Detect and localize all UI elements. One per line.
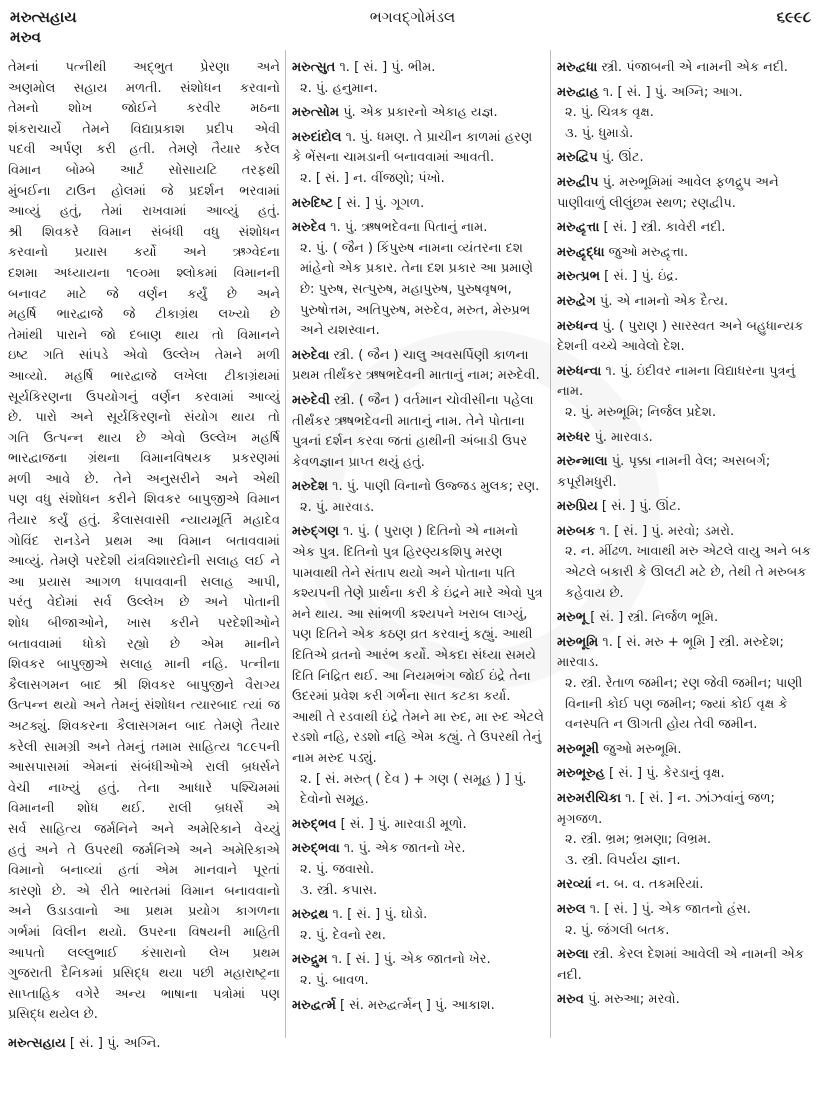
paragraph-line: શ્રી શિવકરે વિમાન સંબંધી વધુ સંશોધન [8, 224, 280, 240]
entry-main [557, 875, 815, 896]
paragraph-line: આસપાસમાં એમનાં સંબંધીઓએ રાલી બ્રધર્સને [8, 760, 280, 776]
sub-sense: ૨. [ સં. ] ન. વીંજણો; પંખો. [300, 170, 445, 186]
sub-sense: ૨. સ્ત્રી. ભ્રમ; ભ્રમણા; વિભ્રમ. [565, 832, 712, 848]
entry-main [557, 633, 815, 674]
dictionary-entry [292, 391, 544, 473]
headword: મરુદ્વધા [557, 60, 598, 75]
dictionary-entry [557, 362, 815, 424]
headword: મરુદ્વર્ત્મ [292, 997, 336, 1013]
definition: [ સં. ] પું. મારવાડી મૂળો. [340, 816, 467, 832]
dictionary-entry [557, 875, 815, 896]
entry-main [557, 58, 815, 79]
sub-sense: ૨. પું. જંગલી બતક. [565, 922, 670, 938]
dictionary-entry [557, 267, 815, 288]
dictionary-entry [557, 633, 815, 736]
entry-main [557, 428, 815, 449]
paragraph-line: ભારદ્વાજના ગ્રંથના વિમાનવિષયક પ્રકરણમાં [8, 451, 280, 467]
dictionary-entry [292, 815, 544, 836]
headword: મરુભૂરુહ [557, 766, 605, 782]
headword: મરુભૂમી [557, 741, 600, 757]
guide-word-first: મરુત્સહાય [10, 8, 77, 26]
headword: મરુધર [557, 429, 591, 445]
entry-main [292, 905, 544, 926]
paragraph-line: મુંબઈના ટાઉન હોલમાં જે પ્રદર્શન ભરવામાં [8, 183, 280, 199]
headword: મરુમરીચિકા [557, 791, 622, 806]
paragraph-line: અણમોલ સહાય મળતી. સંશોધન કરવાનો [8, 80, 280, 96]
dictionary-entry [557, 428, 815, 449]
definition: ૧. [ સં. ] પું. અગ્નિ; આગ. [602, 84, 743, 100]
headword: મરવ્યાં [557, 877, 592, 893]
headword: મરુભૂમિ [557, 634, 599, 650]
dictionary-entry [557, 317, 815, 358]
entry-main [557, 945, 815, 986]
paragraph-line: શિવકર બાપુજીએ સલાહ માની નહિ. પત્નીના [8, 657, 280, 673]
dictionary-entry [292, 905, 544, 946]
entry-main [8, 1034, 280, 1055]
definition: પું. ( પુરાણ ) સારસ્વત અને બહુધાન્યક દેશની વચ્ચે આવેલો દેશ. [557, 318, 804, 355]
paragraph-line: દશમા અધ્યાયના ૧૯૦મા શ્લોકમાં વિમાનની [8, 265, 280, 281]
headword: મરુત્પ્રભ [557, 269, 600, 285]
sub-sense: ૨. પું. મારવાડ. [300, 499, 375, 515]
sub-sense: ૩. પું. ધુમાડો. [565, 125, 634, 141]
paragraph-line: શંકરાચાર્યે તેમને વિદ્યાપ્રકાશ પ્રદીપ એવી [8, 121, 280, 137]
definition: ૧. [ સં. ] પું. એક જાતનો ખેર. [331, 952, 491, 968]
sub-sense: ૨. પું. મરુભૂમિ; નિર્જલ પ્રદેશ. [565, 404, 717, 420]
dictionary-entry [292, 346, 544, 387]
headword: મરુદ્વીપ [557, 174, 599, 190]
paragraph-line: ગુજરાતી દૈનિકમાં પ્રસિદ્ધ થયા પછી મહારાષ્ટ્રના [8, 966, 280, 982]
headword: મરુદ્રથ [292, 907, 329, 923]
entry-main [557, 990, 815, 1011]
entry-main [557, 317, 815, 358]
paragraph-line: આવ્યું. તેમણે પરદેશી યંત્રવિશારદોની સલાહ લઈ ને [8, 554, 280, 570]
paragraph-line: આવ્યું હતું, તેમાં રાખવામાં આવ્યું હતું. [8, 204, 280, 220]
dictionary-entry [292, 477, 544, 518]
definition: ૧. પું. પાણી વિનાનો ઉજ્જડ મુલક; રણ. [332, 479, 540, 495]
definition: [ સં. ] પું. કેરડાનું વૃક્ષ. [609, 766, 725, 782]
entry-main [557, 497, 815, 518]
dictionary-entry [557, 292, 815, 313]
definition: ૧. પું. એક જાતનો ખેર. [343, 841, 466, 857]
paragraph-line: વિમાન બોમ્બે આર્ટ સોસાયટિ તરફથી [8, 162, 280, 178]
entry-main [557, 267, 815, 288]
headword: મરુદ્વાહ [557, 84, 599, 100]
definition: [ સં. મરુદ્વર્ત્મન્ ] પું. આકાશ. [340, 997, 495, 1013]
definition: [ સં. ] પું. ઇંદ્ર. [604, 269, 679, 285]
headword: મરુદ્વૃત્તા [557, 220, 600, 236]
definition: ૧. પું. ( પુરાણ ) દિતિનો એ નામનો એક પુત્ર. દિતિનો પુત્ર હિરણ્યકશિપુ મરણ પામવાથી તેને સંતાપ થયો અને પોતાના પતિ કશ્યપની તેણે પ્રાર્થના કરી કે ઇંદ્રને મારે એવો પુત્ર મને થાય. આ સાંભળી કશ્યપને ખરાબ લાગ્યું, પણ દિતિને એક કઠણ વ્રત કરવાનું કહ્યું. આથી દિતિએ વ્રતનો આરંભ કર્યો. એકદા સંધ્યા સમયે દિતિ નિદ્રિત થઈ. આ નિયમભંગ જોઈ ઇંદ્રે તેના ઉદરમાં પ્રવેશ કરી ગર્ભના સાત કટકા કર્યા. આથી તે રડવાથી ઇંદ્રે તેમને મા રુદ, મા રુદ એટલે રડશો નહિ, રડશો નહિ એમ કહ્યું. તે ઉપરથી તેનું નામ મરુદ પડ્યું. [292, 524, 544, 766]
dictionary-entry [292, 103, 544, 124]
entry-main [292, 194, 544, 215]
entry-main [557, 764, 815, 785]
dictionary-entry [8, 1034, 280, 1055]
entry-main [557, 452, 815, 493]
entry-main [557, 362, 815, 403]
entry-main [292, 996, 544, 1017]
entry-main [292, 58, 544, 79]
paragraph-line: કરવાનો પ્રયાસ કર્યો અને ઋગ્વેદના [8, 245, 280, 261]
paragraph-line: વિમાનની શોધ થઈ. રાલી બ્રધર્સે એ [8, 801, 280, 817]
paragraph-line: સાપ્તાહિક વગેરે અન્ય ભાષાના પત્રોમાં પણ [8, 986, 280, 1002]
dictionary-entry [292, 996, 544, 1017]
column-3 [557, 58, 815, 1015]
headword: મરુલ [557, 901, 586, 917]
definition: જુઓ મરુભૂમિ. [603, 741, 682, 757]
definition: સ્ત્રી. ( જૈન ) વર્તમાન ચોવીસીના પહેલા તીર્થંકર ઋષભદેવની માતાનું નામ. તેને પોતાના પુત્રનાં દર્શન કરવા જતાં હાથીની અંબાડી ઉપર કેવળજ્ઞાન પ્રાપ્ત થયું હતું. [292, 392, 534, 470]
headword: મરુબક [557, 523, 596, 539]
paragraph-line: પ્રસિદ્ધ થયેલ છે. [8, 1007, 98, 1023]
paragraph-line: આવ્યો. મહર્ષિ ભારદ્વાજે લખેલા ટીકાગ્રંથમાં [8, 368, 280, 384]
dictionary-entry [292, 218, 544, 342]
paragraph-line: ગોવિંદ રાનડેને પ્રથમ આ વિમાન બતાવવામાં [8, 533, 280, 549]
sub-sense: ૨. પું. હનુમાન. [300, 80, 378, 96]
book-title: ભગવદ્ગોમંડલ [369, 8, 456, 26]
headword: મરુદ્વૃદ્ધા [557, 244, 605, 260]
entry-main [292, 391, 544, 473]
definition: ૧. પું. ઇંદીવર નામના વિદ્યાધરના પુત્રનું નામ. [557, 363, 796, 400]
dictionary-entry [292, 839, 544, 901]
dictionary-entry [292, 128, 544, 190]
definition: ૧. [ સં. ] પું. ઘોડો. [332, 907, 428, 923]
dictionary-entry [557, 990, 815, 1011]
sub-sense: ૨. પું. ચિત્રક વૃક્ષ. [565, 105, 654, 121]
headword: મરુત્સહાય [8, 1035, 66, 1051]
dictionary-entry [292, 194, 544, 215]
entry-main [557, 83, 815, 104]
dictionary-entry [292, 58, 544, 99]
definition: ન. બ. વ. તકમરિયાં. [595, 877, 704, 893]
paragraph-line: સર્વ સાહિત્ય જર્મનિને અને અમેરિકાને વેચ્યું [8, 821, 280, 837]
definition: [ સં. ] પું. ઊંટ. [601, 499, 681, 515]
dictionary-entry [557, 740, 815, 761]
page-number: ૬૯૯૮ [776, 8, 811, 26]
headword: મરુત્સોમ [292, 105, 340, 121]
definition: ૧. પું. ઋષભદેવના પિતાનું નામ. [330, 220, 488, 236]
paragraph-line: બતાવવામાં ધોકો રહ્યો છે એમ માનીને [8, 636, 280, 652]
headword: મરુપ્રિય [557, 499, 598, 515]
sub-sense: ૨. ન. મીંઢળ. ખાવાથી મરુ એટલે વાયુ અને બક એટલે બકારી કે ઊલટી મટે છે, તેથી તે મરુબક કહેવાય છે. [565, 544, 811, 601]
continued-paragraph [8, 58, 280, 1026]
definition: પું. એ નામનો એક દૈત્ય. [599, 293, 729, 309]
paragraph-line: કારણો છે. એ રીતે ભારતમાં વિમાન બનાવવાનો [8, 883, 280, 899]
entry-list [8, 1034, 280, 1055]
dictionary-entry [557, 452, 815, 493]
paragraph-line: તેમનો શોખ જોઈને કરવીર મઠના [8, 101, 280, 117]
headword: મરુદેવી [292, 392, 330, 408]
entry-main [292, 346, 544, 387]
definition: જુઓ મરુદ્વૃત્તા. [608, 244, 689, 260]
sub-sense: ૨. પું. જવાસો. [300, 861, 375, 877]
headword: મરુભૂ [557, 610, 587, 626]
paragraph-line: ઉત્પન્ન થયો અને તેમનું સંશોધન ત્યારબાદ ત્યાં જ [8, 698, 280, 714]
guide-word-last: મરુવ [10, 28, 41, 46]
entry-main [557, 292, 815, 313]
paragraph-line: મહર્ષિ ભારદ્વાજે જે ટીકાગ્રંથ લખ્યો છે [8, 307, 280, 323]
entry-main [292, 103, 544, 124]
entry-main [557, 148, 815, 169]
definition: પું. એક પ્રકારનો એકાહ યજ્ઞ. [343, 105, 498, 121]
entry-main [557, 173, 815, 214]
definition: પું. ઊંટ. [601, 150, 644, 166]
entry-main [292, 477, 544, 498]
entry-main [557, 789, 815, 830]
entry-main [292, 128, 544, 169]
paragraph-line: પદવી અર્પણ કરી હતી. તેમણે તૈયાર કરેલ [8, 142, 280, 158]
definition: ૧. [ સં. ] પું. મરવો; ડમરો. [599, 523, 735, 539]
paragraph-line: બનાવટ માટે જે વર્ણન કર્યું છે અને [8, 286, 280, 302]
headword: મરુદ્રુમ [292, 952, 328, 968]
paragraph-line: કૈલાસગમન બાદ શ્રી શિવકર બાપુજીને વૈરાગ્ય [8, 677, 280, 693]
entry-main [557, 218, 815, 239]
paragraph-line: અને ઉડાડવાનો આ પ્રથમ પ્રયોગ કાગળના [8, 904, 280, 920]
sub-sense: ૩. સ્ત્રી. વિપર્યય જ્ઞાન. [565, 852, 681, 868]
definition: [ સં. ] સ્ત્રી. નિર્જળ ભૂમિ. [590, 610, 719, 626]
paragraph-line: અટક્યું. શિવકરના કૈલાસગમન બાદ તેમણે તૈયાર [8, 719, 280, 734]
dictionary-entry [557, 522, 815, 604]
sub-sense: ૨. પું. દેવનો રથ. [300, 927, 386, 943]
headword: મરુદાંદોલ [292, 129, 342, 145]
entry-main [557, 243, 815, 264]
paragraph-line: શોધ બીજાઓને, ખાસ કરીને પરદેશીઓને [8, 616, 280, 632]
dictionary-entry [292, 522, 544, 810]
definition: ૧. [ સં. ] ન. ઝાંઝવાંનું જળ; મૃગજળ. [557, 791, 775, 827]
headword: મરુદ્ભવા [292, 841, 340, 857]
dictionary-entry [557, 497, 815, 518]
dictionary-entry [557, 173, 815, 214]
dictionary-entry [557, 218, 815, 239]
paragraph-line: તેમનાં પત્નીથી અદ્ભુત પ્રેરણા અને [8, 60, 280, 75]
paragraph-line: પરંતુ વેદોમાં સર્વ ઉલ્લેખ છે અને પોતાની [8, 595, 280, 611]
dictionary-entry [292, 950, 544, 991]
headword: મરુદ્ભવ [292, 816, 337, 832]
paragraph-line: કરેલી સામગ્રી અને તેમનું તમામ સાહિત્ય ૧૮૯૫ની [8, 739, 280, 755]
definition: ૧. [ સં. ] પું. એક જાતનો હંસ. [589, 901, 751, 917]
paragraph-line: વિમાનો બનાવ્યાં હતાં એમ માનવાને પૂરતાં [8, 863, 280, 879]
definition: ૧. [ સં. ] પું. ભીમ. [339, 60, 436, 75]
dictionary-entry [557, 945, 815, 986]
paragraph-line: મળી આવે છે. તેને અનુસરીને અને એથી [8, 471, 280, 487]
entry-main [557, 608, 815, 629]
dictionary-entry [557, 764, 815, 785]
headword: મરુવ [557, 992, 584, 1008]
dictionary-entry [557, 58, 815, 79]
sub-sense: ૨. [ સં. મરુત્ ( દેવ ) + ગણ ( સમૂહ ) ] પું. દેવોનો સમૂહ. [300, 771, 527, 808]
headword: મરુલા [557, 947, 589, 963]
entry-main [292, 815, 544, 836]
definition: સ્ત્રી. કેરલ દેશમાં આવેલી એ નામની એક નદી. [557, 947, 804, 983]
headword: મરુદેશ [292, 479, 328, 495]
definition: પું. પૃક્કા નામની વેલ; અસબર્ગ; કપૂરીમધુરી. [557, 454, 771, 490]
dictionary-entry [557, 243, 815, 264]
definition: પું. મરુઆ; મરવો. [587, 992, 680, 1008]
paragraph-line: પણ વધુ સંશોધન કરીને શિવકર બાપુજીએ વિમાન [8, 492, 280, 508]
column-2 [292, 58, 544, 1020]
dictionary-entry [557, 148, 815, 169]
entry-main [292, 218, 544, 239]
paragraph-line: તૈયાર કર્યું હતું. કૈલાસવાસી ન્યાયમૂર્તિ મહાદેવ [8, 513, 280, 529]
column-divider [550, 50, 551, 1038]
headword: મરુદિષ્ટ [292, 195, 333, 211]
paragraph-line: છે. પારો અને સૂર્યકિરણનો સંયોગ થાય તો [8, 410, 280, 426]
paragraph-line: ઇષ્ટ ગતિ સાંપડે એવો ઉલ્લેખ તેમને મળી [8, 348, 280, 364]
paragraph-line: આપતો લલ્લુભાઈ કંસારાનો લેખ પ્રથમ [8, 945, 280, 961]
headword: મરુન્માલા [557, 454, 608, 470]
headword: મરુદેવ [292, 220, 327, 236]
definition: સ્ત્રી. ( જૈન ) ચાલુ અવસર્પિણી કાળના પ્રથમ તીર્થંકર ઋષભદેવની માતાનું નામ; મરુદેવી. [292, 347, 540, 384]
headword: મરુધન્વ [557, 318, 599, 334]
column-divider [285, 50, 286, 1038]
dictionary-entry [557, 83, 815, 145]
paragraph-line: ગર્ભમાં વિલીન થયો. ઉપરના વિષયની માહિતી [8, 924, 280, 940]
sub-sense: ૨. સ્ત્રી. રેતાળ જમીન; રણ જેવી જમીન; પાણી વિનાની કોઈ પણ જમીન; જ્યાં કોઈ વૃક્ષ કે વનસ્પતિ ન ઊગતી હોય તેવી જમીન. [565, 676, 803, 733]
definition: ૧. પું. ધમણ. તે પ્રાચીન કાળમાં હરણ કે ભેંસના ચામડાની બનાવવામાં આવતી. [292, 129, 533, 166]
entry-main [292, 522, 544, 769]
headword: મરુદેવા [292, 347, 330, 363]
headword: મરુધન્વા [557, 363, 602, 379]
entry-main [292, 950, 544, 971]
paragraph-line: ગતિ ઉત્પન્ન થાય છે એવો ઉલ્લેખ મહર્ષિ [8, 430, 280, 446]
definition: [ સં. ] પું. ગૂગળ. [337, 195, 425, 211]
entry-main [557, 740, 815, 761]
paragraph-line: આ પ્રયાસ આગળ ધપાવવાની સલાહ આપી, [8, 574, 280, 590]
definition: [ સં. ] પું. અગ્નિ. [69, 1035, 161, 1051]
dictionary-entry [557, 900, 815, 941]
headword: મરુદ્ગણ [292, 524, 339, 540]
paragraph-line: તેમાંથી પારાને જો દબાણ થાય તો વિમાનને [8, 327, 280, 343]
paragraph-line: વેચી નાખ્યું હતું. તેના આધારે પશ્ચિમમાં [8, 780, 280, 796]
sub-sense: ૨. પું. બાવળ. [300, 972, 369, 988]
dictionary-entry [557, 608, 815, 629]
definition: પું. મરુભૂમિમાં આવેલ ફળદ્રુપ અને પાણીવાળું લીલુંછમ સ્થળ; રણદ્વીપ. [557, 174, 779, 211]
column-1 [8, 58, 280, 1059]
entry-main [292, 839, 544, 860]
headword: મરુત્સુત [292, 60, 336, 75]
paragraph-line: સૂર્યકિરણના ઉપયોગનું વર્ણન કરવામાં આવ્યું [8, 389, 280, 405]
definition: પું. મારવાડ. [594, 429, 653, 445]
dictionary-entry [557, 789, 815, 871]
entry-main [557, 900, 815, 921]
paragraph-line: હતું અને તે ઉપરથી જર્મનિએ અને અમેરિકાએ [8, 842, 280, 858]
sub-sense: ૨. પું. ( જૈન ) કિંપુરુષ નામના વ્યંતરના દશ માંહેનો એક પ્રકાર. તેના દશ પ્રકાર આ પ્રમાણે છે: પુરુષ, સત્પુરુષ, મહાપુરુષ, પુરુષવૃષભ, પુરુષોત્તમ, અતિપુરુષ, મરુદેવ, મરુત, મેરુપ્રભ અને યશસ્વાન. [300, 240, 533, 339]
headword: મરુદ્વેગ [557, 293, 596, 309]
definition: [ સં. ] સ્ત્રી. કાવેરી નદી. [603, 220, 726, 236]
headword: મરુદ્વિપ [557, 150, 598, 166]
definition: ૧. [ સં. મરુ + ભૂમિ ] સ્ત્રી. મરુદેશ; મારવાડ. [557, 634, 784, 671]
entry-main [557, 522, 815, 543]
definition: સ્ત્રી. પંજાબની એ નામની એક નદી. [601, 60, 788, 75]
sub-sense: ૩. સ્ત્રી. કપાસ. [300, 882, 378, 898]
